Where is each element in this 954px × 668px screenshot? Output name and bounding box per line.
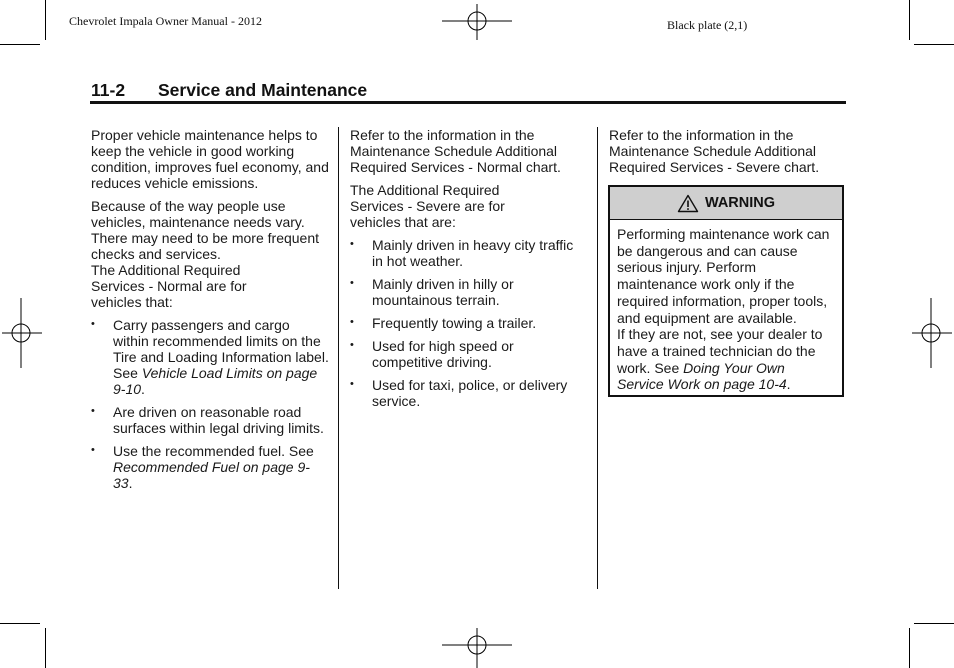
list-item-text: Frequently towing a trailer. bbox=[372, 315, 537, 331]
plate-label: Black plate (2,1) bbox=[667, 18, 748, 32]
punctuation: . bbox=[141, 381, 145, 397]
list-item bbox=[91, 443, 329, 491]
registration-mark-icon bbox=[440, 0, 514, 44]
punctuation: . bbox=[128, 475, 133, 491]
list-item-text: Carry passengers and cargo within recommended limits on the Tire and Loading Information label. See bbox=[113, 317, 329, 381]
list-item bbox=[350, 276, 586, 308]
bullet-list bbox=[91, 317, 329, 491]
bullet-list bbox=[350, 237, 586, 409]
bullet-icon: • bbox=[350, 339, 354, 351]
list-item bbox=[350, 377, 586, 409]
warning-body bbox=[610, 220, 842, 393]
list-item-text: Used for high speed or competitive driving. bbox=[372, 338, 514, 370]
paragraph: Refer to the information in the Maintenance Schedule Additional Required Services - Severe chart. bbox=[609, 127, 820, 175]
paragraph: Refer to the information in the Maintenance Schedule Additional Required Services - Normal chart. bbox=[350, 127, 561, 175]
crop-mark bbox=[45, 0, 46, 40]
warning-box bbox=[608, 185, 844, 397]
paragraph: Because of the way people use vehicles, maintenance needs vary. There may need to be more frequent checks and services. bbox=[91, 198, 320, 262]
column-divider bbox=[597, 127, 598, 589]
warning-icon bbox=[677, 194, 699, 213]
bullet-icon: • bbox=[350, 316, 354, 328]
list-item-text: Mainly driven in hilly or mountainous terrain. bbox=[372, 276, 514, 308]
crop-mark bbox=[45, 628, 46, 668]
punctuation: . bbox=[786, 376, 791, 393]
section-number: 11-2 bbox=[91, 80, 126, 100]
list-item bbox=[91, 404, 329, 436]
paragraph: The Additional Required Services - Severe are for vehicles that are: bbox=[350, 182, 505, 230]
column-2 bbox=[350, 127, 586, 416]
page-reference: Vehicle Load Limits on page 9-10 bbox=[113, 365, 318, 397]
list-item-text: Are driven on reasonable road surfaces within legal driving limits. bbox=[113, 404, 324, 436]
warning-label: WARNING bbox=[704, 195, 776, 211]
manual-title: Chevrolet Impala Owner Manual - 2012 bbox=[69, 14, 262, 28]
bullet-icon: • bbox=[350, 238, 354, 250]
bullet-icon: • bbox=[91, 318, 95, 330]
warning-header bbox=[610, 187, 842, 220]
crop-mark bbox=[0, 44, 40, 45]
bullet-icon: • bbox=[91, 405, 95, 417]
crop-mark bbox=[914, 623, 954, 624]
crop-mark bbox=[914, 44, 954, 45]
list-item-text: Used for taxi, police, or delivery service. bbox=[372, 377, 568, 409]
warning-text-part: If they are not, see your dealer to have a trained technician do the work. See bbox=[617, 326, 823, 376]
section-heading bbox=[91, 80, 367, 101]
crop-mark bbox=[0, 623, 40, 624]
column-divider bbox=[338, 127, 339, 589]
bullet-icon: • bbox=[350, 378, 354, 390]
page-reference: Recommended Fuel on page 9-33 bbox=[113, 459, 310, 491]
warning-text bbox=[617, 326, 835, 393]
list-item-text: Mainly driven in heavy city traffic in hot weather. bbox=[372, 237, 574, 269]
registration-mark-icon bbox=[0, 296, 44, 370]
section-title: Service and Maintenance bbox=[158, 80, 368, 100]
warning-text: Performing maintenance work can be dangerous and can cause serious injury. Perform maintenance work only if the required information, proper tools, and equipment are available. bbox=[617, 226, 830, 326]
crop-mark bbox=[909, 628, 910, 668]
crop-mark bbox=[909, 0, 910, 40]
column-1 bbox=[91, 127, 329, 498]
bullet-icon: • bbox=[350, 277, 354, 289]
list-item bbox=[91, 317, 329, 397]
list-item bbox=[350, 338, 586, 370]
registration-mark-icon bbox=[440, 624, 514, 668]
paragraph: The Additional Required Services - Normal are for vehicles that: bbox=[91, 262, 247, 310]
paragraph: Proper vehicle maintenance helps to keep the vehicle in good working condition, improves fuel economy, and reduces vehicle emissions. bbox=[91, 127, 329, 191]
bullet-icon: • bbox=[91, 444, 95, 456]
heading-rule bbox=[90, 101, 846, 104]
column-3 bbox=[609, 127, 845, 175]
registration-mark-icon bbox=[910, 296, 954, 370]
page-reference: Doing Your Own Service Work on page 10-4 bbox=[617, 359, 787, 393]
list-item-text: Use the recommended fuel. See bbox=[113, 443, 314, 459]
list-item bbox=[350, 315, 586, 331]
list-item bbox=[350, 237, 586, 269]
